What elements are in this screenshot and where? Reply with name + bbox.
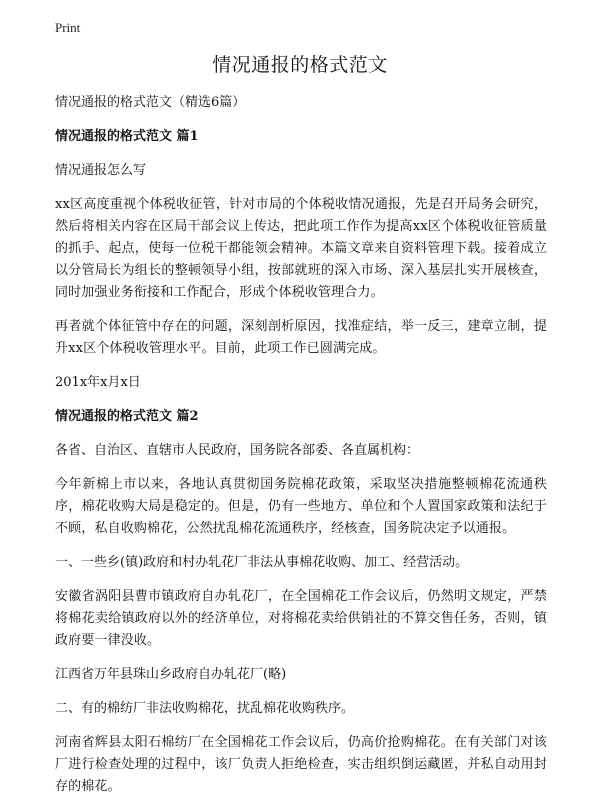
section-2-paragraph-4: 河南省辉县太阳石棉纺厂在全国棉花工作会议后，仍高价抢购棉花。在有关部门对该厂进行检查处理的过程中，该厂负责人拒绝检查，实击组织倒运藏匿，并私自动用封存的棉花。 — [55, 735, 547, 794]
section-1-intro: 情况通报怎么写 — [55, 163, 147, 178]
print-link[interactable]: Print — [55, 20, 81, 35]
document-body — [55, 92, 547, 810]
section-2-paragraph-2: 安徽省涡阳县曹市镇政府自办轧花厂，在全国棉花工作会议后，仍然明文规定，严禁将棉花卖给镇政府以外的经济单位，对将棉花卖给供销社的不算交售任务，否则，镇政府要一律没收。 — [55, 589, 547, 648]
section-2-paragraph-1: 今年新棉上市以来，各地认真贯彻国务院棉花政策，采取坚决措施整顿棉花流通秩序，棉花收购大局是稳定的。但是，仍有一些地方、单位和个人置国家政策和法纪于不顾，私自收购棉花，公然扰乱棉花流通秩序，经核查，国务院决定予以通报。 — [55, 477, 547, 536]
section-1-paragraph-2: 再者就个体征管中存在的问题，深刻剖析原因，找准症结，举一反三，建章立制，提升xx区个体税收管理水平。目前，此项工作已圆满完成。 — [55, 319, 547, 356]
section-1-paragraph-1: xx区高度重视个体税收征管，针对市局的个体税收情况通报，先是召开局务会研究，然后将相关内容在区局干部会议上传达，把此项工作作为提高xx区个体税收征管质量的抓手、起点，使每一位税干都能领会精神。本篇文章来自资料管理下载。接着成立以分管局长为组长的整顿领导小组，按部就班的深入市场、深入基层扎实开展核查，同时加强业务衔接和工作配合，形成个体税收管理合力。 — [55, 197, 547, 300]
section-2-item-2: 二、有的棉纺厂非法收购棉花，扰乱棉花收购秩序。 — [55, 701, 355, 716]
section-2-heading: 情况通报的格式范文 篇2 — [55, 409, 199, 424]
section-2-item-1: 一、一些乡(镇)政府和村办轧花厂非法从事棉花收购、加工、经营活动。 — [55, 555, 469, 570]
section-2-recipients: 各省、自治区、直辖市人民政府，国务院各部委、各直属机构： — [55, 443, 420, 458]
section-2-paragraph-3: 江西省万年县珠山乡政府自办轧花厂(略) — [55, 667, 287, 682]
document-subtitle: 情况通报的格式范文（精选6篇） — [55, 95, 246, 110]
section-1-date: 201x年x月x日 — [55, 375, 141, 390]
section-1-heading: 情况通报的格式范文 篇1 — [55, 129, 199, 144]
document-title: 情况通报的格式范文 — [212, 54, 388, 76]
